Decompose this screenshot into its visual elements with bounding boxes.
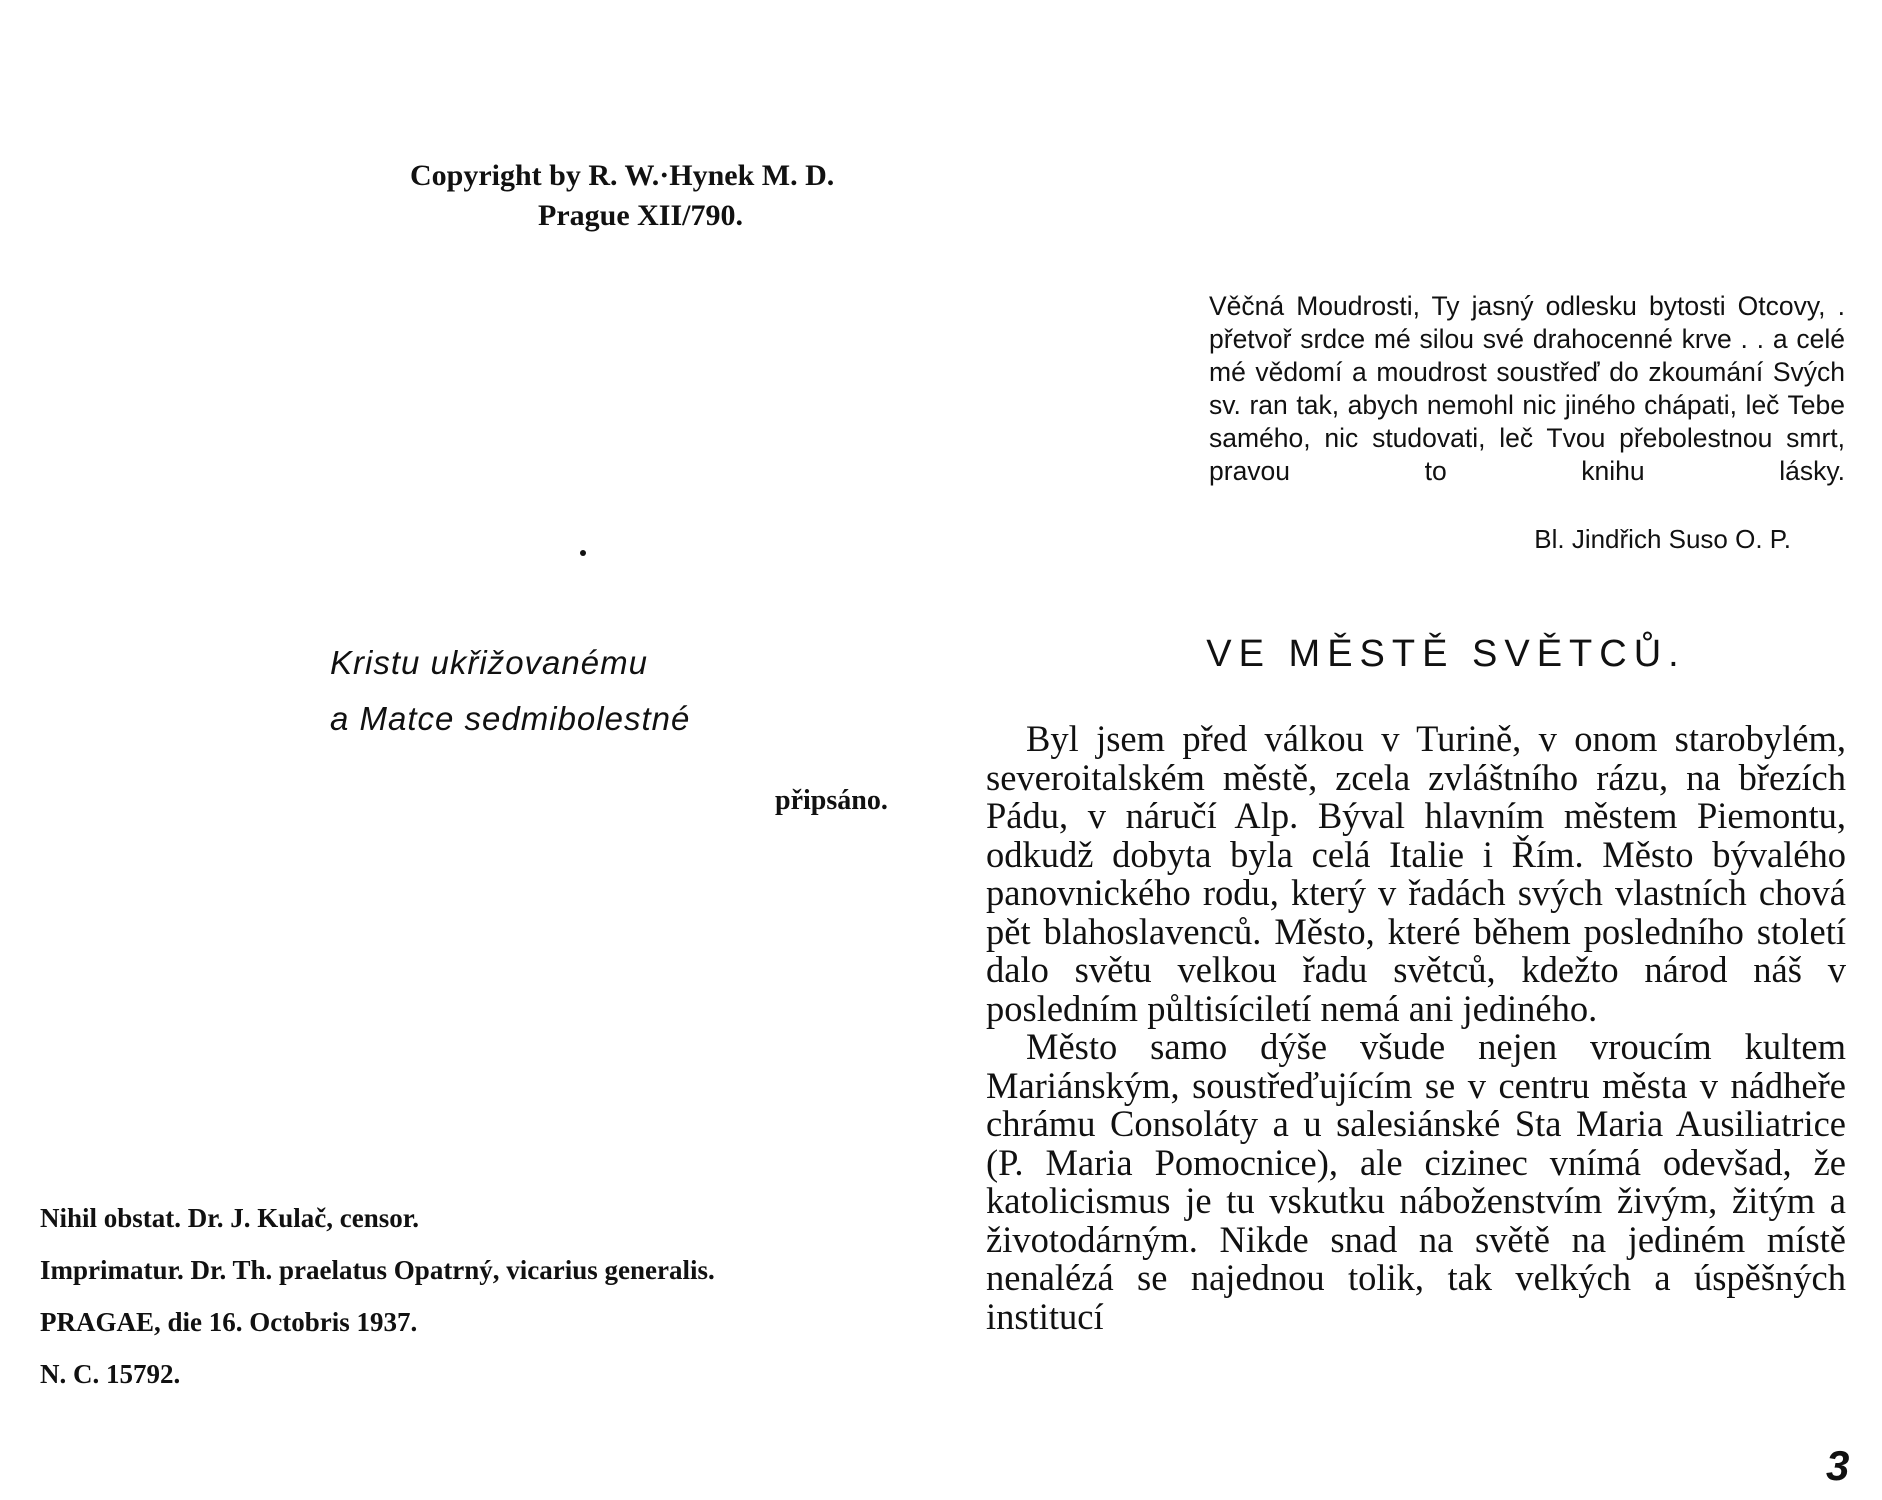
publisher-address: Prague XII/790. — [538, 199, 743, 232]
dedication — [330, 635, 890, 747]
chapter-body — [986, 720, 1846, 1336]
paragraph: Město samo dýše všude nejen vroucím kultem Mariánským, soustřeďujícím se v centru města v nádheře chrámu Consoláty a u salesiánské Sta Maria Ausiliatrice (P. Maria Pomocnice), ale cizinec vnímá odevšad, že katolicismus je tu vskutku náboženstvím živým, žitým a životodárným. Nikde snad na světě na jediném místě nenalézá se najednou tolik, tak velkých a úspěšných institucí — [986, 1026, 1846, 1337]
chapter-title: VE MĚSTĚ SVĚTCŮ. — [1206, 633, 1686, 675]
epigraph-text: Věčná Moudrosti, Ty jasný odlesku bytosti Otcovy, . přetvoř srdce mé silou své drahocenné krve . . a celé mé vědomí a moudrost soustřeď do zkoumání Svých sv. ran tak, abych nemohl nic jiného chápati, leč Tebe samého, nic studovati, leč Tvou přebolestnou smrt, pravou to knihu lásky. — [1209, 291, 1845, 486]
stray-dot — [580, 550, 586, 556]
place-date-line: PRAGAE, die 16. Octobris 1937. — [40, 1307, 418, 1337]
copyright-line: Copyright by R. W.·Hynek M. D. — [410, 159, 835, 192]
reference-number-line: N. C. 15792. — [40, 1359, 181, 1389]
copyright-notice — [410, 156, 910, 236]
imprimatur-block — [40, 1192, 920, 1400]
nihil-obstat-line: Nihil obstat. Dr. J. Kulač, censor. — [40, 1203, 420, 1233]
page-number: 3 — [1826, 1442, 1850, 1489]
paragraph: Byl jsem před válkou v Turině, v onom starobylém, severoitalském městě, zcela zvláštního rázu, na březích Pádu, v náručí Alp. Býval hlavním městem Piemontu, odkudž dobyta byla celá Italie i Řím. Město bývalého panovnického rodu, který v řadách svých vlastních chová pět blahoslavenců. Město, které během posledního století dalo světu velkou řadu světců, kdežto národ náš v posledním půltisíciletí nemá ani jediného. — [986, 718, 1846, 1029]
imprimatur-line: Imprimatur. Dr. Th. praelatus Opatrný, vicarius generalis. — [40, 1255, 715, 1285]
epigraph-author: Bl. Jindřich Suso O. P. — [1534, 524, 1791, 554]
dedication-inscribed: připsáno. — [775, 785, 888, 816]
dedication-line-1: Kristu ukřižovanému — [330, 644, 648, 681]
dedication-line-2: a Matce sedmibolestné — [330, 700, 691, 737]
right-page — [941, 0, 1882, 1500]
